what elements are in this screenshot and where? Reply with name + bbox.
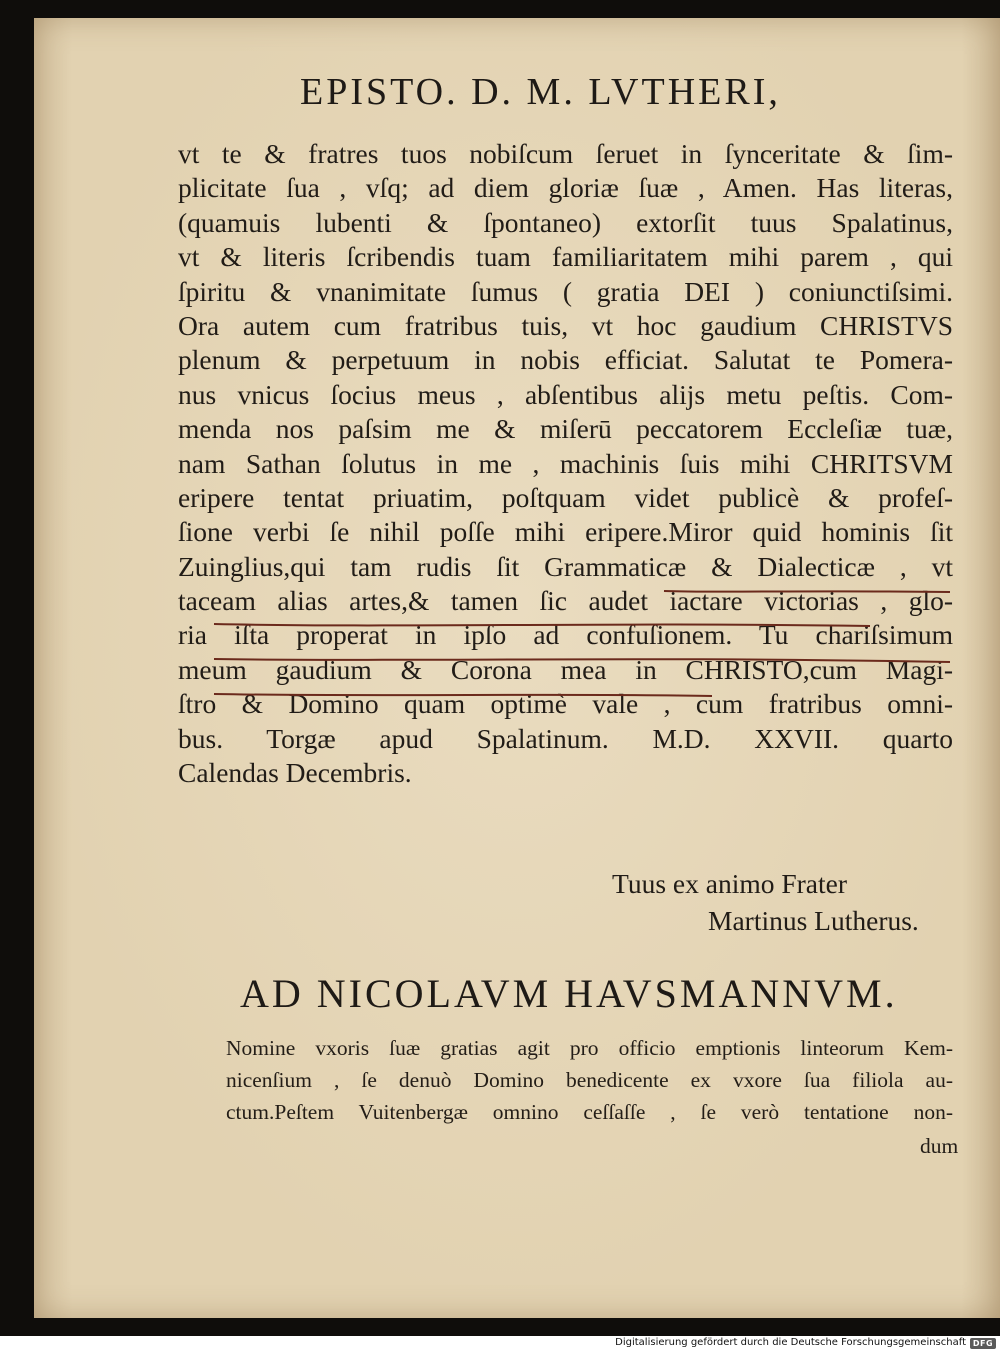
dfg-logo: DFG <box>970 1338 996 1349</box>
summary-line: ctum.Peſtem Vuitenbergæ omnino ceſſaſſe , ſe verò tentatione non- <box>226 1100 953 1124</box>
text-line: Ora autem cum fratribus tuis, vt hoc gaudium CHRISTVS <box>178 309 953 341</box>
digitization-footer <box>0 1336 1000 1352</box>
text-line: ſione verbi ſe nihil poſſe mihi eripere.Miror quid hominis ſit <box>178 516 953 548</box>
text-line: ſpiritu & vnanimitate ſumus ( gratia DEI ) coniunctiſsimi. <box>178 275 953 307</box>
text-line: nam Sathan ſolutus in me , machinis ſuis mihi CHRITSVM <box>178 447 953 479</box>
section-title: AD NICOLAVM HAVSMANNVM. <box>240 971 898 1016</box>
text-line: vt te & fratres tuos nobiſcum ſeruet in ſynceritate & ſim- <box>178 138 953 169</box>
text-line: vt & literis ſcribendis tuam familiaritatem mihi parem , qui <box>178 241 953 273</box>
signature-line-1: Tuus ex animo Frater <box>612 868 848 899</box>
text-line: plicitate ſua , vſq; ad diem gloriæ ſuæ , Amen. Has literas, <box>178 172 953 204</box>
summary-line: Nomine vxoris ſuæ gratias agit pro officio emptionis linteorum Kem- <box>226 1036 953 1060</box>
signature-line-2: Martinus Lutherus. <box>708 905 919 936</box>
text-line: plenum & perpetuum in nobis efficiat. Salutat te Pomera- <box>178 344 953 376</box>
text-line: menda nos paſsim me & miſerū peccatorem Eccleſiæ tuæ, <box>178 413 953 445</box>
text-line: taceam alias artes,& tamen ſic audet iactare victorias , glo- <box>178 585 953 617</box>
text-line: ria iſta properat in ipſo ad confuſionem. Tu chariſsimum <box>178 619 953 651</box>
text-line: meum gaudium & Corona mea in CHRISTO,cum Magi- <box>178 653 953 685</box>
footer-credit: Digitalisierung gefördert durch die Deutsche Forschungsgemeinschaft <box>615 1337 966 1348</box>
letter-body <box>178 137 953 790</box>
summary-line: nicenſium , ſe denuò Domino benedicente ex vxore ſua filiola au- <box>226 1068 953 1092</box>
text-line: Calendas Decembris. <box>178 757 412 789</box>
text-line: eripere tentat priuatim, poſtquam videt publicè & profeſ- <box>178 481 953 513</box>
catchword: dum <box>920 1134 959 1158</box>
text-line: bus. Torgæ apud Spalatinum. M.D. XXVII. quarto <box>178 722 953 754</box>
summary-block <box>226 1032 953 1128</box>
running-head: EPISTO. D. M. LVTHERI, <box>300 71 781 113</box>
text-line: nus vnicus ſocius meus , abſentibus alijs metu peſtis. Com- <box>178 378 953 410</box>
text-line: Zuinglius,qui tam rudis ſit Grammaticæ & Dialecticæ , vt <box>178 550 953 582</box>
text-line: ſtro & Domino quam optimè vale , cum fratribus omni- <box>178 688 953 720</box>
text-line: (quamuis lubenti & ſpontaneo) extorſit tuus Spalatinus, <box>178 206 953 238</box>
